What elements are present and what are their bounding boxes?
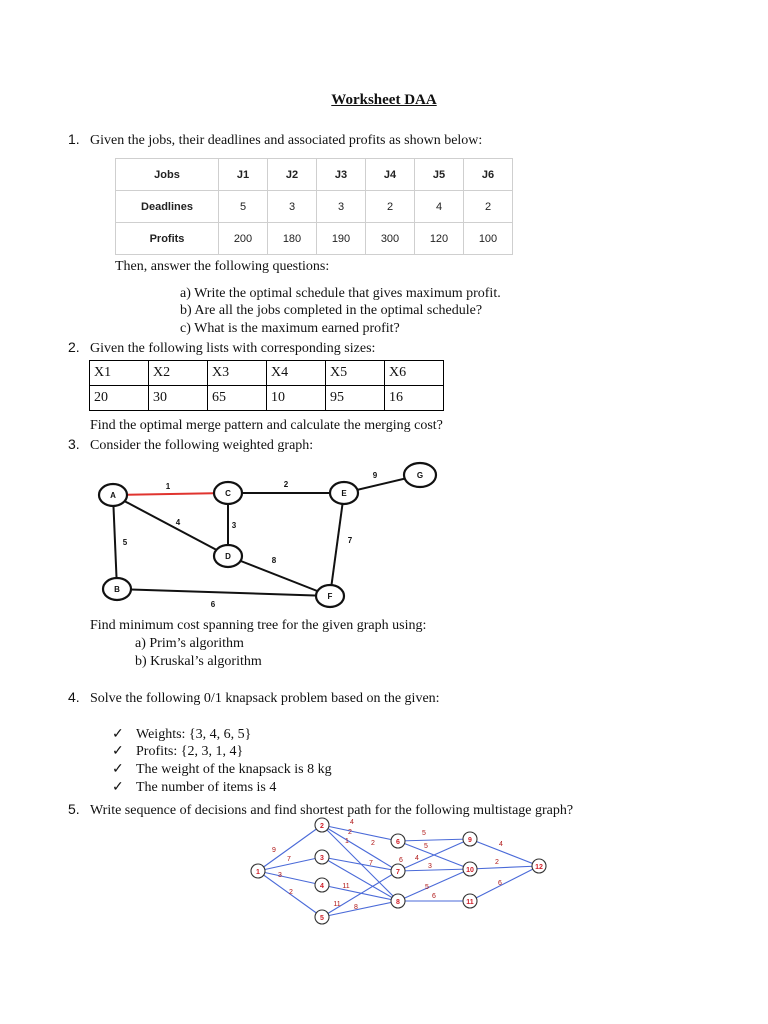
mg-edge-weight: 9 bbox=[272, 847, 276, 854]
question-5 bbox=[68, 801, 573, 819]
mg-edge-weight: 2 bbox=[371, 840, 375, 847]
mg-edge-weight: 7 bbox=[287, 856, 291, 863]
mg-node-label: 3 bbox=[320, 855, 324, 862]
edge-weight: 9 bbox=[372, 471, 378, 480]
page-title: Worksheet DAA bbox=[331, 92, 437, 108]
mg-edge-weight: 5 bbox=[425, 884, 429, 891]
node-label: D bbox=[225, 552, 231, 561]
node-label: G bbox=[416, 471, 424, 480]
mg-node-label: 12 bbox=[535, 864, 543, 871]
q4-item-text: Weights: {3, 4, 6, 5} bbox=[136, 727, 252, 742]
mg-edge bbox=[398, 839, 470, 841]
mg-node-label: 7 bbox=[396, 869, 400, 876]
table-header-cell: J4 bbox=[366, 159, 415, 191]
node-label: B bbox=[114, 585, 120, 594]
mg-edge-weight: 7 bbox=[369, 860, 373, 867]
table-cell: 200 bbox=[219, 223, 268, 255]
q3-sub-a: a) Prim’s algorithm bbox=[135, 636, 244, 651]
edge-weight: 4 bbox=[175, 518, 181, 527]
question-5-number: 5. bbox=[68, 801, 80, 817]
question-1-number: 1. bbox=[68, 131, 80, 147]
mg-edge-weight: 5 bbox=[422, 830, 426, 837]
question-1-text: Given the jobs, their deadlines and associated profits as shown below: bbox=[90, 133, 483, 148]
q1-sub-b: b) Are all the jobs completed in the optimal schedule? bbox=[180, 303, 483, 318]
table-cell: 3 bbox=[317, 191, 366, 223]
mg-node-label: 5 bbox=[320, 915, 324, 922]
mg-edge-weight: 2 bbox=[348, 829, 352, 836]
q4-item bbox=[112, 743, 243, 760]
table-cell: X1 bbox=[90, 361, 149, 386]
mg-edge-weight: 6 bbox=[399, 857, 403, 864]
mg-edge bbox=[322, 825, 398, 841]
table-cell: 4 bbox=[415, 191, 464, 223]
mg-edge bbox=[398, 839, 470, 871]
question-2-number: 2. bbox=[68, 339, 80, 355]
edge-weight: 2 bbox=[283, 480, 289, 489]
mg-node-label: 6 bbox=[396, 839, 400, 846]
q2-after: Find the optimal merge pattern and calculate the merging cost? bbox=[90, 418, 443, 433]
mg-edge-weight: 11 bbox=[333, 901, 341, 908]
edge-a-b bbox=[113, 495, 117, 589]
mg-edge-weight: 6 bbox=[498, 880, 502, 887]
mg-edge-weight: 8 bbox=[354, 904, 358, 911]
mg-edge-weight: 1 bbox=[345, 838, 349, 845]
mg-edge-weight: 11 bbox=[342, 883, 350, 890]
edge-weight: 8 bbox=[271, 556, 277, 565]
table-cell: 190 bbox=[317, 223, 366, 255]
mg-edge-weight: 3 bbox=[278, 872, 282, 879]
node-label: E bbox=[341, 489, 347, 498]
q4-item bbox=[112, 761, 332, 778]
q4-item-text: The number of items is 4 bbox=[136, 780, 277, 795]
mg-node-label: 4 bbox=[320, 883, 324, 890]
mg-edge-weight: 4 bbox=[415, 855, 419, 862]
check-icon: ✓ bbox=[112, 780, 124, 795]
q1-sub-a: a) Write the optimal schedule that gives maximum profit. bbox=[180, 286, 501, 301]
mg-node-label: 9 bbox=[468, 837, 472, 844]
mg-edge-weight: 6 bbox=[432, 893, 436, 900]
table-cell: 16 bbox=[385, 386, 444, 411]
table-cell: 120 bbox=[415, 223, 464, 255]
table-cell: 95 bbox=[326, 386, 385, 411]
table-cell: X4 bbox=[267, 361, 326, 386]
mg-edge-weight: 5 bbox=[424, 843, 428, 850]
mg-edge-weight: 2 bbox=[495, 859, 499, 866]
q4-item-text: Profits: {2, 3, 1, 4} bbox=[136, 744, 244, 759]
edge-a-d bbox=[113, 495, 228, 556]
check-icon: ✓ bbox=[112, 727, 124, 742]
mg-edge-weight: 4 bbox=[350, 819, 354, 826]
q3-sub-b: b) Kruskal’s algorithm bbox=[135, 654, 262, 669]
node-label: C bbox=[225, 489, 231, 498]
mg-node-label: 11 bbox=[466, 899, 474, 906]
edge-e-f bbox=[330, 493, 344, 596]
q1-then: Then, answer the following questions: bbox=[115, 259, 330, 274]
check-icon: ✓ bbox=[112, 744, 124, 759]
row-label: Deadlines bbox=[116, 191, 219, 223]
table-header-cell: J3 bbox=[317, 159, 366, 191]
row-label: Profits bbox=[116, 223, 219, 255]
q1-sub-c: c) What is the maximum earned profit? bbox=[180, 321, 400, 336]
question-4-text: Solve the following 0/1 knapsack problem based on the given: bbox=[90, 691, 440, 706]
q4-item bbox=[112, 779, 276, 796]
table-cell: 5 bbox=[219, 191, 268, 223]
table-cell: X5 bbox=[326, 361, 385, 386]
q4-item-text: The weight of the knapsack is 8 kg bbox=[136, 762, 332, 777]
table-header-cell: J6 bbox=[464, 159, 513, 191]
edge-d-f bbox=[228, 556, 330, 596]
mg-edge bbox=[470, 839, 539, 866]
mg-edge bbox=[470, 866, 539, 901]
edge-weight: 7 bbox=[347, 536, 353, 545]
table-header-cell: Jobs bbox=[116, 159, 219, 191]
table-cell: 10 bbox=[267, 386, 326, 411]
mg-edge-weight: 3 bbox=[428, 863, 432, 870]
table-cell: X2 bbox=[149, 361, 208, 386]
table-header-cell: J1 bbox=[219, 159, 268, 191]
node-label: F bbox=[327, 592, 333, 601]
question-2-text: Given the following lists with corresponding sizes: bbox=[90, 341, 376, 356]
edge-weight: 3 bbox=[231, 521, 237, 530]
mg-edge-weight: 2 bbox=[289, 889, 293, 896]
edge-a-c bbox=[113, 493, 228, 495]
edge-weight: 5 bbox=[122, 538, 128, 547]
mg-edge-weight: 4 bbox=[499, 841, 503, 848]
question-5-text: Write sequence of decisions and find shortest path for the following multistage graph? bbox=[90, 803, 574, 818]
table-header-cell: J2 bbox=[268, 159, 317, 191]
mg-edge bbox=[398, 869, 470, 871]
table-cell: X3 bbox=[208, 361, 267, 386]
mg-node-label: 2 bbox=[320, 823, 324, 830]
table-cell: 20 bbox=[90, 386, 149, 411]
question-3-text: Consider the following weighted graph: bbox=[90, 438, 314, 453]
q4-item bbox=[112, 726, 251, 743]
edge-weight: 1 bbox=[165, 482, 171, 491]
table-cell: 2 bbox=[464, 191, 513, 223]
edge-b-f bbox=[117, 589, 330, 596]
table-cell: 2 bbox=[366, 191, 415, 223]
table-cell: 30 bbox=[149, 386, 208, 411]
mg-node-label: 10 bbox=[466, 867, 474, 874]
table-cell: 100 bbox=[464, 223, 513, 255]
mg-edge bbox=[470, 866, 539, 869]
question-4-number: 4. bbox=[68, 689, 80, 705]
mg-node-label: 1 bbox=[256, 869, 260, 876]
q3-after: Find minimum cost spanning tree for the given graph using: bbox=[90, 618, 427, 633]
mg-edge bbox=[322, 885, 398, 901]
question-3-number: 3. bbox=[68, 436, 80, 452]
question-4 bbox=[68, 689, 440, 707]
check-icon: ✓ bbox=[112, 762, 124, 777]
table-cell: 300 bbox=[366, 223, 415, 255]
table-cell: 65 bbox=[208, 386, 267, 411]
mg-node-label: 8 bbox=[396, 899, 400, 906]
edge-weight: 6 bbox=[210, 600, 216, 609]
table-cell: 180 bbox=[268, 223, 317, 255]
table-cell: 3 bbox=[268, 191, 317, 223]
table-cell: X6 bbox=[385, 361, 444, 386]
table-header-cell: J5 bbox=[415, 159, 464, 191]
node-label: A bbox=[110, 491, 116, 500]
